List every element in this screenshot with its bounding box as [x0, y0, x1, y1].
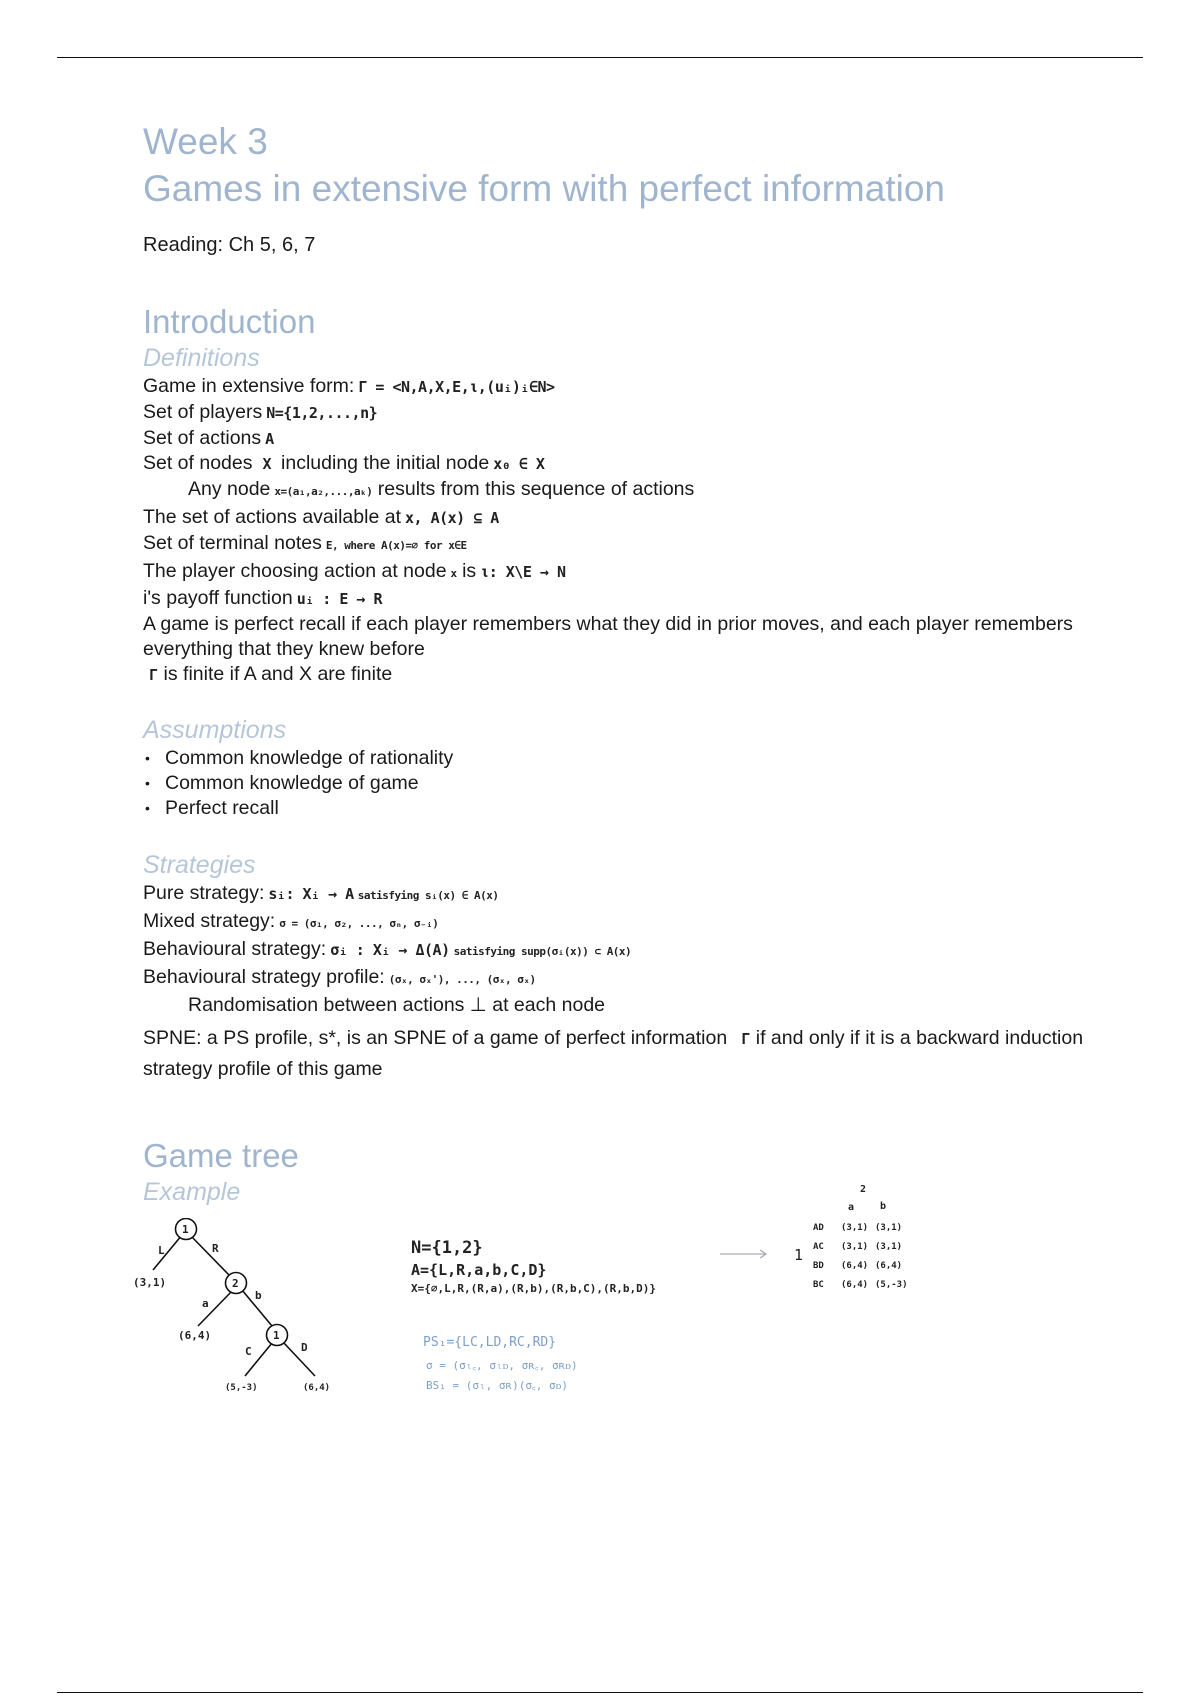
def-initial-node-formula: x₀ ∈ X — [493, 455, 545, 474]
matrix-player-col: 2 — [860, 1184, 867, 1196]
behavioural-profile-formula: (σₓ, σₓ'), ..., (σₓ, σₓ) — [388, 972, 536, 986]
game-tree-diagram — [128, 1218, 358, 1418]
matrix-col-header: b — [880, 1201, 887, 1213]
assumptions-list — [143, 746, 1143, 822]
notes-behavioural: BS₁ = (σₗ, σʀ)(σ꜀, σᴅ) — [426, 1379, 569, 1393]
spne-definition: SPNE: a PS profile, s*, is an SPNE of a game of perfect information Γ if and only if it is a backward induction strategy profile of this game — [143, 1027, 1084, 1081]
matrix-cell: (6,4) — [841, 1280, 869, 1291]
edge-label: a — [202, 1297, 209, 1311]
spne-gamma: Γ — [741, 1030, 750, 1049]
matrix-cell: (6,4) — [841, 1261, 869, 1272]
notes-players: N={1,2} — [411, 1238, 483, 1259]
page-title-week: Week 3 — [143, 121, 268, 162]
reading-line: Reading: Ch 5, 6, 7 — [143, 234, 316, 256]
matrix-row-label: AD — [813, 1223, 824, 1234]
matrix-player-row: 1 — [794, 1246, 804, 1265]
notes-pure-strategies: PS₁={LC,LD,RC,RD} — [423, 1335, 557, 1351]
def-players: Set of players N={1,2,...,n} — [143, 400, 378, 423]
matrix-row-label: BD — [813, 1261, 824, 1272]
matrix-cell: (3,1) — [841, 1242, 869, 1253]
payoff-label: (6,4) — [303, 1383, 331, 1394]
page-content — [133, 118, 1143, 1428]
edge-label: L — [158, 1244, 165, 1258]
list-item: • Perfect recall — [143, 796, 1143, 821]
behavioural-strategy-formula: σᵢ : Xᵢ → Δ(A) — [330, 941, 450, 960]
randomisation-note: Randomisation between actions ⊥ at each node — [188, 993, 606, 1016]
list-item: • Common knowledge of game — [143, 771, 1143, 796]
matrix-row-label: BC — [813, 1280, 824, 1291]
edge-label: D — [301, 1341, 308, 1355]
pure-strategy-condition: satisfying sᵢ(x) ∈ A(x) — [357, 889, 499, 903]
page-title: Games in extensive form with perfect information — [143, 168, 945, 209]
def-game-formula: Γ = <N,A,X,E,ι,(uᵢ)ᵢ∈N> — [358, 378, 555, 396]
matrix-cell: (6,4) — [875, 1261, 903, 1272]
definitions-subheading: Definitions — [143, 344, 260, 372]
def-terminal: Set of terminal notes E, where A(x)=∅ for x∈E — [143, 531, 467, 554]
tree-node-label: 2 — [232, 1277, 239, 1291]
notes-actions: A={L,R,a,b,C,D} — [411, 1261, 547, 1280]
payoff-label: (5,-3) — [225, 1383, 258, 1394]
behavioural-strategy-condition: satisfying supp(σᵢ(x)) ⊂ A(x) — [453, 945, 632, 959]
matrix-row-label: AC — [813, 1242, 824, 1253]
pure-strategy: Pure strategy: sᵢ: Xᵢ → A satisfying sᵢ(x) ∈ A(x) — [143, 882, 499, 905]
def-available-actions-formula: x, A(x) ⊆ A — [405, 508, 499, 527]
def-payoff: i's payoff function uᵢ : E → R — [143, 587, 383, 610]
notes-nodes: X={∅,L,R,(R,a),(R,b),(R,b,C),(R,b,D)} — [411, 1282, 657, 1296]
def-game: Game in extensive form: Γ = <N,A,X,E,ι,(uᵢ)ᵢ∈N> — [143, 375, 555, 397]
mixed-strategy-formula: σ = (σ₁, σ₂, ..., σₙ, σ₋ᵢ) — [279, 917, 439, 931]
def-finite: Γ is finite if A and X are finite — [149, 662, 393, 685]
matrix-cell: (3,1) — [875, 1223, 903, 1234]
def-payoff-formula: uᵢ : E → R — [296, 590, 383, 609]
def-player-function-formula: ι: X\E → N — [480, 562, 566, 581]
assumptions-subheading: Assumptions — [143, 715, 287, 744]
def-finite-gamma: Γ — [149, 665, 158, 684]
def-perfect-recall: A game is perfect recall if each player remembers what they did in prior moves, and each player remembers everything that they knew before — [143, 613, 1073, 660]
def-available-actions: The set of actions available at x, A(x) ⊆ A — [143, 505, 499, 528]
tree-node-label: 1 — [273, 1329, 280, 1343]
arrow-icon — [718, 1248, 770, 1260]
edge-label: b — [255, 1289, 262, 1303]
def-node-var: x — [450, 566, 457, 580]
tree-node-label: 1 — [182, 1223, 189, 1237]
def-players-formula: N={1,2,...,n} — [266, 403, 378, 422]
notes-mixed: σ = (σₗ꜀, σₗᴅ, σʀ꜀, σʀᴅ) — [426, 1359, 578, 1373]
strategies-subheading: Strategies — [143, 851, 256, 880]
payoff-label: (6,4) — [178, 1329, 212, 1343]
def-actions-formula: A — [265, 429, 274, 448]
matrix-cell: (3,1) — [841, 1223, 869, 1234]
mixed-strategy: Mixed strategy: σ = (σ₁, σ₂, ..., σₙ, σ₋ᵢ) — [143, 910, 439, 933]
top-rule — [57, 57, 1143, 58]
matrix-col-header: a — [848, 1202, 855, 1214]
behavioural-strategy: Behavioural strategy: σᵢ : Xᵢ → Δ(A) satisfying supp(σᵢ(x)) ⊂ A(x) — [143, 938, 632, 961]
payoff-label: (3,1) — [133, 1276, 167, 1290]
bottom-rule — [57, 1692, 1143, 1693]
pure-strategy-formula: sᵢ: Xᵢ → A — [268, 885, 354, 904]
intro-heading: Introduction — [143, 303, 316, 340]
def-any-node-formula: x=(a₁,a₂,...,aₖ) — [274, 485, 373, 499]
edge-line — [190, 1235, 229, 1275]
def-terminal-formula: E, where A(x)=∅ for x∈E — [325, 538, 467, 552]
behavioural-profile: Behavioural strategy profile: (σₓ, σₓ'), ..., (σₓ, σₓ) — [143, 965, 536, 988]
matrix-cell: (3,1) — [875, 1242, 903, 1253]
def-nodes: Set of nodes X including the initial node x₀ ∈ X — [143, 452, 545, 475]
edge-line — [283, 1342, 315, 1376]
def-player-function: The player choosing action at node x is ι: X\E → N — [143, 559, 566, 582]
edge-label: C — [245, 1345, 252, 1359]
edge-label: R — [212, 1242, 219, 1256]
example-subheading: Example — [143, 1178, 241, 1207]
def-nodes-formula: X — [262, 455, 272, 474]
def-actions: Set of actions A — [143, 426, 274, 449]
def-any-node: Any node x=(a₁,a₂,...,aₖ) results from this sequence of actions — [188, 478, 695, 501]
gametree-heading: Game tree — [143, 1137, 299, 1175]
matrix-cell: (5,-3) — [875, 1280, 908, 1291]
list-item: • Common knowledge of rationality — [143, 746, 1143, 771]
